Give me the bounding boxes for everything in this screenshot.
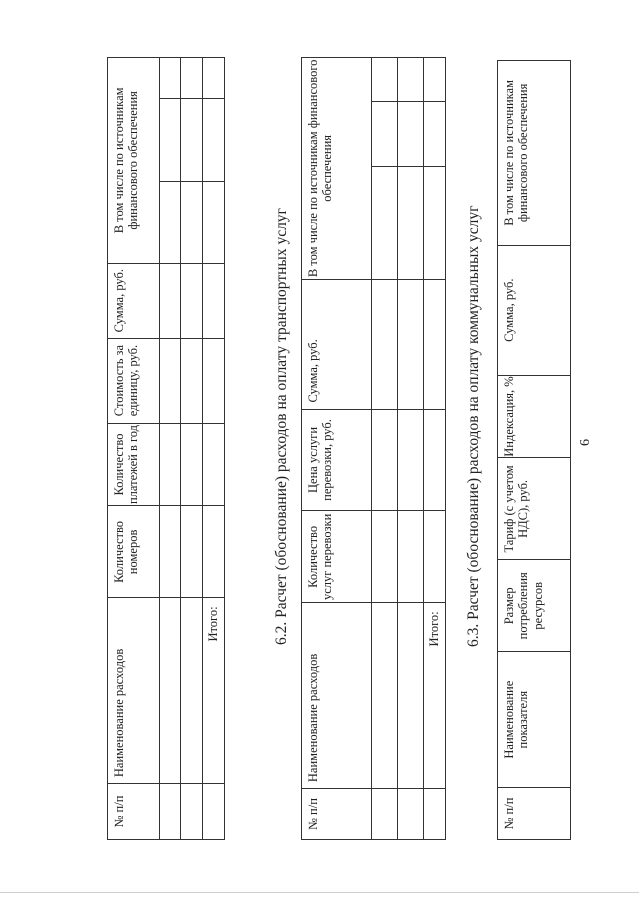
header-indexation: Индексация, % [498, 375, 571, 458]
section-6-3-title: 6.3. Расчет (обоснование) расходов на оплату коммунальных услуг [465, 205, 482, 647]
table-row [160, 58, 181, 840]
header-unit-cost: Стоимость за единицу, руб. [108, 338, 160, 423]
header-tariff: Тариф (с учетом НДС), руб. [498, 458, 571, 560]
header-sum: Сумма, руб. [498, 245, 571, 375]
header-number: № п/п [108, 784, 160, 840]
total-label: Итого: [203, 598, 225, 784]
header-indicator-name: Наименование показателя [498, 652, 571, 788]
header-funding-sources: В том числе по источникам финансового обеспечения [498, 61, 571, 246]
header-funding-sources: В том числе по источникам финансового обеспечения [302, 58, 372, 280]
header-consumption-size: Размер потребления ресурсов [498, 560, 571, 652]
table-utility-expenses [497, 60, 571, 840]
header-transport-price: Цена услуги перевозки, руб. [302, 409, 372, 511]
table-communication-expenses [107, 57, 225, 840]
table-transport-expenses [301, 57, 446, 840]
table-row [398, 58, 424, 840]
header-number-count: Количество номеров [108, 506, 160, 598]
table-row [181, 58, 203, 840]
table-row [372, 58, 398, 840]
table-total-row [424, 58, 446, 840]
section-6-2-title: 6.2. Расчет (обоснование) расходов на оплату транспортных услуг [273, 208, 290, 645]
header-sum: Сумма, руб. [108, 263, 160, 338]
scan-edge-line [0, 892, 639, 893]
header-number: № п/п [498, 788, 571, 840]
header-expense-name: Наименование расходов [302, 603, 372, 789]
header-sum: Сумма, руб. [302, 279, 372, 409]
header-payments-per-year: Количество платежей в год [108, 423, 160, 506]
table-total-row [203, 58, 225, 840]
header-transport-count: Количество услуг перевозки [302, 511, 372, 603]
header-number: № п/п [302, 789, 372, 840]
total-label: Итого: [424, 603, 446, 789]
header-expense-name: Наименование расходов [108, 598, 160, 784]
page-number: 6 [578, 439, 593, 446]
header-funding-sources: В том числе по источникам финансового обеспечения [108, 58, 160, 264]
